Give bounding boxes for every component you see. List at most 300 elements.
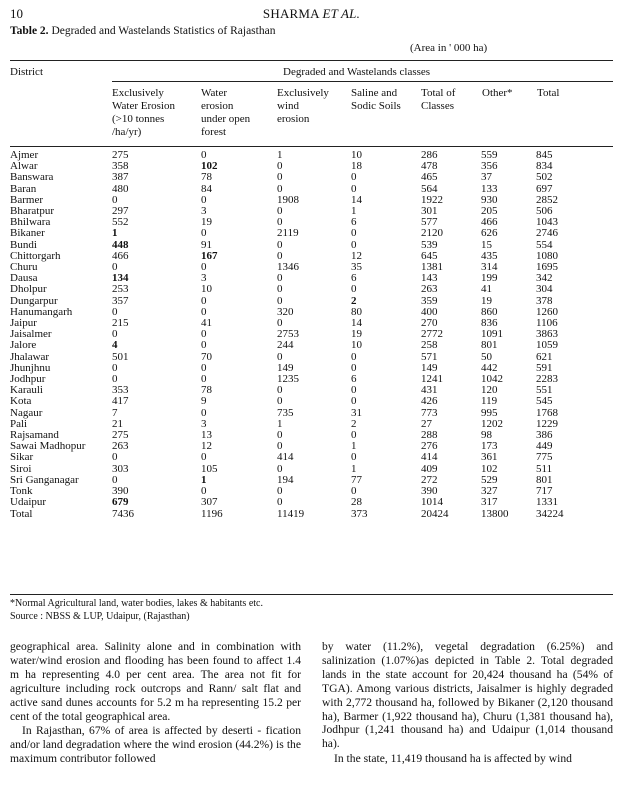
district-name-cell: Kota — [10, 395, 32, 408]
table-row — [10, 262, 613, 273]
wastelands-table — [10, 150, 613, 520]
table-cell: 414 — [421, 451, 438, 464]
body-paragraph: In Rajasthan, 67% of area is affected by deserti - fication and/or land degradation where the wind erosion (44.2%) is the maximum contributor followed — [10, 724, 301, 766]
table-cell: 0 — [201, 328, 207, 341]
table-cell: 1229 — [536, 417, 558, 430]
table-cell: 0 — [112, 451, 118, 464]
column-header — [277, 87, 329, 126]
table-cell: 14 — [351, 317, 362, 330]
column-header — [482, 87, 513, 100]
table-cell: 0 — [277, 182, 283, 195]
table-cell: 995 — [481, 406, 498, 419]
table-cell: 303 — [112, 462, 129, 475]
table-cell: 317 — [481, 496, 498, 509]
table-cell: 6 — [351, 272, 357, 285]
table-cell: 286 — [421, 149, 438, 161]
district-name-cell: Jhalawar — [10, 350, 50, 363]
table-cell: 545 — [536, 395, 553, 408]
table-row — [10, 240, 613, 251]
table-cell: 773 — [421, 406, 438, 419]
table-row — [10, 296, 613, 307]
table-cell: 34224 — [536, 507, 564, 520]
table-cell: 697 — [536, 182, 553, 195]
table-row — [10, 430, 613, 441]
table-cell: 0 — [201, 339, 207, 352]
table-row — [10, 419, 613, 430]
table-cell: 0 — [277, 294, 283, 307]
table-cell: 0 — [277, 216, 283, 229]
table-cell: 529 — [481, 473, 498, 486]
table-cell: 11419 — [277, 507, 305, 520]
table-cell: 621 — [536, 350, 553, 363]
table-cell: 2852 — [536, 193, 558, 206]
table-cell: 15 — [481, 238, 492, 251]
column-header-line: forest — [201, 126, 227, 138]
table-cell: 0 — [201, 149, 207, 161]
table-cell: 0 — [201, 373, 207, 386]
table-cell: 276 — [421, 440, 438, 453]
table-cell: 133 — [481, 182, 498, 195]
table-cell: 10 — [351, 149, 362, 161]
column-header-line: Exclusively — [277, 87, 329, 99]
district-name-cell: Bharatpur — [10, 205, 54, 218]
table-cell: 0 — [277, 238, 283, 251]
table-cell: 1059 — [536, 339, 558, 352]
table-cell: 263 — [421, 283, 438, 296]
table-cell: 0 — [277, 462, 283, 475]
table-cell: 465 — [421, 171, 438, 184]
table-cell: 0 — [277, 272, 283, 285]
table-cell: 18 — [351, 160, 362, 173]
district-name-cell: Udaipur — [10, 496, 47, 509]
table-row — [10, 251, 613, 262]
column-header-line: Total of — [421, 87, 456, 99]
table-cell: 167 — [201, 249, 218, 262]
table-cell: 1106 — [536, 317, 558, 330]
table-cell: 12 — [201, 440, 212, 453]
column-header-line: under open — [201, 113, 251, 125]
table-cell: 1695 — [536, 261, 558, 274]
table-cell: 1 — [351, 440, 357, 453]
table-cell: 0 — [351, 238, 357, 251]
table-cell: 480 — [112, 182, 129, 195]
table-row — [10, 464, 613, 475]
table-cell: 27 — [421, 417, 432, 430]
table-cell: 297 — [112, 205, 129, 218]
table-cell: 836 — [481, 317, 498, 330]
table-cell: 564 — [421, 182, 438, 195]
table-row — [10, 195, 613, 206]
table-cell: 134 — [112, 272, 129, 285]
district-name-cell: Dausa — [10, 272, 38, 285]
district-name-cell: Sikar — [10, 451, 34, 464]
table-cell: 735 — [277, 406, 294, 419]
table-cell: 41 — [201, 317, 212, 330]
table-cell: 7 — [112, 406, 118, 419]
running-head: SHARMA ET AL. — [262, 6, 361, 21]
table-cell: 10 — [351, 339, 362, 352]
table-cell: 1241 — [421, 373, 443, 386]
classes-group-header: Degraded and Wastelands classes — [283, 66, 431, 78]
table-cell: 98 — [481, 429, 492, 442]
table-cell: 2 — [351, 294, 357, 307]
district-name-cell: Bhilwara — [10, 216, 51, 229]
table-label: Table 2. — [10, 25, 49, 37]
table-cell: 358 — [112, 160, 129, 173]
table-cell: 0 — [351, 171, 357, 184]
district-name-cell: Nagaur — [10, 406, 43, 419]
table-cell: 1260 — [536, 305, 558, 318]
table-cell: 1331 — [536, 496, 558, 509]
district-name-cell: Hanumangarh — [10, 305, 73, 318]
table-cell: 0 — [277, 249, 283, 262]
table-cell: 551 — [536, 384, 553, 397]
table-cell: 215 — [112, 317, 129, 330]
table-row — [10, 486, 613, 497]
table-cell: 0 — [277, 283, 283, 296]
table-cell: 1346 — [277, 261, 299, 274]
table-cell: 359 — [421, 294, 438, 307]
table-cell: 0 — [351, 227, 357, 240]
table-cell: 2753 — [277, 328, 299, 341]
table-cell: 502 — [536, 171, 553, 184]
table-cell: 930 — [481, 193, 498, 206]
table-cell: 1235 — [277, 373, 299, 386]
district-name-cell: Bikaner — [10, 227, 45, 240]
table-cell: 21 — [112, 417, 123, 430]
table-cell: 12 — [351, 249, 362, 262]
table-cell: 9 — [201, 395, 207, 408]
table-cell: 7436 — [112, 507, 134, 520]
table-cell: 0 — [201, 485, 207, 498]
column-header-line: Water — [201, 87, 227, 99]
table-row — [10, 284, 613, 295]
table-cell: 342 — [536, 272, 553, 285]
column-header-line: (>10 tonnes — [112, 113, 165, 125]
table-cell: 478 — [421, 160, 438, 173]
table-row — [10, 363, 613, 374]
table-row — [10, 150, 613, 161]
table-row — [10, 329, 613, 340]
table-cell: 571 — [421, 350, 438, 363]
table-cell: 320 — [277, 305, 294, 318]
table-cell: 353 — [112, 384, 129, 397]
table-cell: 10 — [201, 283, 212, 296]
column-header — [421, 87, 455, 113]
table-cell: 845 — [536, 149, 553, 161]
table-cell: 0 — [277, 160, 283, 173]
column-header — [112, 87, 175, 139]
table-bottom-rule — [10, 594, 613, 595]
table-cell: 120 — [481, 384, 498, 397]
table-cell: 102 — [201, 160, 218, 173]
table-cell: 1381 — [421, 261, 443, 274]
table-cell: 13800 — [481, 507, 509, 520]
table-cell: 0 — [112, 193, 118, 206]
table-cell: 253 — [112, 283, 129, 296]
table-cell: 0 — [201, 227, 207, 240]
table-cell: 0 — [201, 261, 207, 274]
table-cell: 717 — [536, 485, 553, 498]
table-cell: 1 — [351, 205, 357, 218]
table-cell: 0 — [201, 361, 207, 374]
table-cell: 272 — [421, 473, 438, 486]
table-cell: 258 — [421, 339, 438, 352]
table-cell: 0 — [351, 384, 357, 397]
table-cell: 409 — [421, 462, 438, 475]
table-cell: 0 — [277, 395, 283, 408]
body-column-left — [10, 640, 301, 766]
table-row — [10, 161, 613, 172]
table-cell: 1908 — [277, 193, 299, 206]
table-cell: 390 — [112, 485, 129, 498]
table-cell: 28 — [351, 496, 362, 509]
table-cell: 0 — [201, 406, 207, 419]
table-cell: 0 — [112, 305, 118, 318]
table-caption: Degraded and Wastelands Statistics of Rajasthan — [51, 25, 276, 37]
table-row — [10, 273, 613, 284]
table-cell: 19 — [481, 294, 492, 307]
district-name-cell: Jhunjhnu — [10, 361, 51, 374]
table-cell: 13 — [201, 429, 212, 442]
table-cell: 143 — [421, 272, 438, 285]
column-header-line: wind — [277, 100, 299, 112]
table-cell: 417 — [112, 395, 129, 408]
table-cell: 860 — [481, 305, 498, 318]
table-cell: 275 — [112, 149, 129, 161]
table-cell: 244 — [277, 339, 294, 352]
table-cell: 0 — [112, 261, 118, 274]
district-name-cell: Sri Ganganagar — [10, 473, 79, 486]
table-row — [10, 452, 613, 463]
table-cell: 14 — [351, 193, 362, 206]
table-cell: 6 — [351, 216, 357, 229]
district-name-cell: Bundi — [10, 238, 37, 251]
column-header — [201, 87, 250, 139]
table-unit: (Area in ' 000 ha) — [410, 42, 488, 54]
table-cell: 400 — [421, 305, 438, 318]
table-cell: 19 — [201, 216, 212, 229]
table-cell: 357 — [112, 294, 129, 307]
table-cell: 0 — [112, 373, 118, 386]
table-cell: 270 — [421, 317, 438, 330]
table-cell: 304 — [536, 283, 553, 296]
table-cell: 801 — [536, 473, 553, 486]
table-cell: 426 — [421, 395, 438, 408]
table-cell: 0 — [201, 305, 207, 318]
body-column-right — [322, 640, 613, 766]
table-cell: 431 — [421, 384, 438, 397]
table-cell: 1768 — [536, 406, 558, 419]
table-cell: 0 — [277, 317, 283, 330]
table-cell: 448 — [112, 238, 129, 251]
column-header-line: erosion — [277, 113, 310, 125]
table-cell: 577 — [421, 216, 438, 229]
table-cell: 1 — [277, 149, 283, 161]
table-cell: 91 — [201, 238, 212, 251]
table-row — [10, 228, 613, 239]
table-cell: 645 — [421, 249, 438, 262]
table-cell: 801 — [481, 339, 498, 352]
district-name-cell: Alwar — [10, 160, 38, 173]
table-cell: 0 — [351, 395, 357, 408]
district-name-cell: Sawai Madhopur — [10, 440, 86, 453]
table-cell: 414 — [277, 451, 294, 464]
table-top-rule — [10, 60, 613, 61]
district-name-cell: Banswara — [10, 171, 54, 184]
district-name-cell: Siroi — [10, 462, 32, 475]
table-row — [10, 206, 613, 217]
table-row — [10, 497, 613, 508]
district-header: District — [10, 66, 43, 78]
table-cell: 37 — [481, 171, 492, 184]
district-name-cell: Jodhpur — [10, 373, 46, 386]
table-cell: 0 — [112, 361, 118, 374]
table-row — [10, 340, 613, 351]
table-cell: 41 — [481, 283, 492, 296]
table-cell: 327 — [481, 485, 498, 498]
table-cell: 466 — [112, 249, 129, 262]
table-cell: 4 — [112, 339, 118, 352]
district-name-cell: Dungarpur — [10, 294, 58, 307]
table-cell: 554 — [536, 238, 553, 251]
table-cell: 373 — [351, 507, 368, 520]
table-cell: 199 — [481, 272, 498, 285]
table-cell: 149 — [421, 361, 438, 374]
table-cell: 19 — [351, 328, 362, 341]
table-cell: 775 — [536, 451, 553, 464]
table-cell: 0 — [201, 294, 207, 307]
table-row — [10, 475, 613, 486]
table-cell: 205 — [481, 205, 498, 218]
body-paragraph: geographical area. Salinity alone and in combination with water/wind erosion and flooding has been found to affect 1.4 m ha representing 4.0 per cent area. The area not fit for agriculture including rock outcrops and Rann/ salt flat and active sand dunes accounts for 5.2 m ha representing 15.2 per cent of the total geographical area. — [10, 640, 301, 723]
table-cell: 361 — [481, 451, 498, 464]
table-cell: 0 — [112, 473, 118, 486]
district-name-cell: Barmer — [10, 193, 43, 206]
table-cell: 0 — [201, 451, 207, 464]
table-cell: 506 — [536, 205, 553, 218]
table-cell: 263 — [112, 440, 129, 453]
table-cell: 1014 — [421, 496, 443, 509]
table-row — [10, 172, 613, 183]
district-name-cell: Jaipur — [10, 317, 37, 330]
table-row — [10, 374, 613, 385]
table-cell: 307 — [201, 496, 218, 509]
district-name-cell: Dholpur — [10, 283, 47, 296]
table-cell: 1042 — [481, 373, 503, 386]
table-cell: 35 — [351, 261, 362, 274]
table-cell: 0 — [351, 350, 357, 363]
table-cell: 0 — [277, 171, 283, 184]
table-cell: 3 — [201, 272, 207, 285]
table-cell: 356 — [481, 160, 498, 173]
table-cell: 0 — [277, 205, 283, 218]
column-header — [537, 87, 559, 100]
table-cell: 84 — [201, 182, 212, 195]
table-cell: 466 — [481, 216, 498, 229]
table-cell: 1 — [277, 417, 283, 430]
table-cell: 20424 — [421, 507, 449, 520]
table-cell: 0 — [351, 283, 357, 296]
column-header-line: /ha/yr) — [112, 126, 142, 138]
table-cell: 1043 — [536, 216, 558, 229]
table-cell: 0 — [351, 361, 357, 374]
column-header — [351, 87, 401, 113]
district-name-cell: Ajmer — [10, 149, 39, 161]
table-cell: 1 — [201, 473, 207, 486]
table-row — [10, 441, 613, 452]
table-cell: 288 — [421, 429, 438, 442]
header-bottom-rule — [10, 146, 613, 147]
table-cell: 78 — [201, 384, 212, 397]
table-cell: 0 — [351, 182, 357, 195]
table-cell: 552 — [112, 216, 129, 229]
table-cell: 275 — [112, 429, 129, 442]
table-cell: 149 — [277, 361, 294, 374]
column-header-line: erosion — [201, 100, 234, 112]
column-header-line: Water Erosion — [112, 100, 175, 112]
column-header-line: Saline and — [351, 87, 398, 99]
table-cell: 539 — [421, 238, 438, 251]
table-cell: 442 — [481, 361, 498, 374]
table-cell: 3863 — [536, 328, 558, 341]
table-cell: 1 — [351, 462, 357, 475]
table-cell: 2746 — [536, 227, 558, 240]
column-header-line: Classes — [421, 100, 454, 112]
table-cell: 1080 — [536, 249, 558, 262]
table-cell: 1922 — [421, 193, 443, 206]
district-name-cell: Jalore — [10, 339, 37, 352]
table-cell: 194 — [277, 473, 294, 486]
table-cell: 301 — [421, 205, 438, 218]
district-name-cell: Chittorgarh — [10, 249, 61, 262]
table-cell: 1 — [112, 227, 118, 240]
table-cell: 0 — [277, 429, 283, 442]
page-number: 10 — [10, 6, 23, 21]
table-cell: 626 — [481, 227, 498, 240]
table-cell: 2283 — [536, 373, 558, 386]
table-cell: 378 — [536, 294, 553, 307]
table-cell: 102 — [481, 462, 498, 475]
table-total-row — [10, 509, 613, 520]
table-cell: 449 — [536, 440, 553, 453]
table-footnote: *Normal Agricultural land, water bodies, lakes & habitants etc. — [10, 598, 263, 609]
table-row — [10, 408, 613, 419]
column-header-line: Exclusively — [112, 87, 164, 99]
table-cell: 0 — [277, 440, 283, 453]
table-cell: 70 — [201, 350, 212, 363]
table-cell: 3 — [201, 205, 207, 218]
table-cell: 511 — [536, 462, 553, 475]
table-row — [10, 352, 613, 363]
table-cell: 501 — [112, 350, 129, 363]
column-header-line: Other* — [482, 87, 513, 99]
table-cell: 173 — [481, 440, 498, 453]
table-cell: 834 — [536, 160, 553, 173]
table-cell: 1202 — [481, 417, 503, 430]
table-cell: 0 — [201, 193, 207, 206]
column-header-line: Sodic Soils — [351, 100, 401, 112]
table-row — [10, 385, 613, 396]
table-row — [10, 217, 613, 228]
table-cell: 77 — [351, 473, 362, 486]
table-cell: 105 — [201, 462, 218, 475]
table-cell: 386 — [536, 429, 553, 442]
table-row — [10, 184, 613, 195]
table-cell: 6 — [351, 373, 357, 386]
table-cell: 0 — [112, 328, 118, 341]
table-title — [10, 25, 275, 37]
